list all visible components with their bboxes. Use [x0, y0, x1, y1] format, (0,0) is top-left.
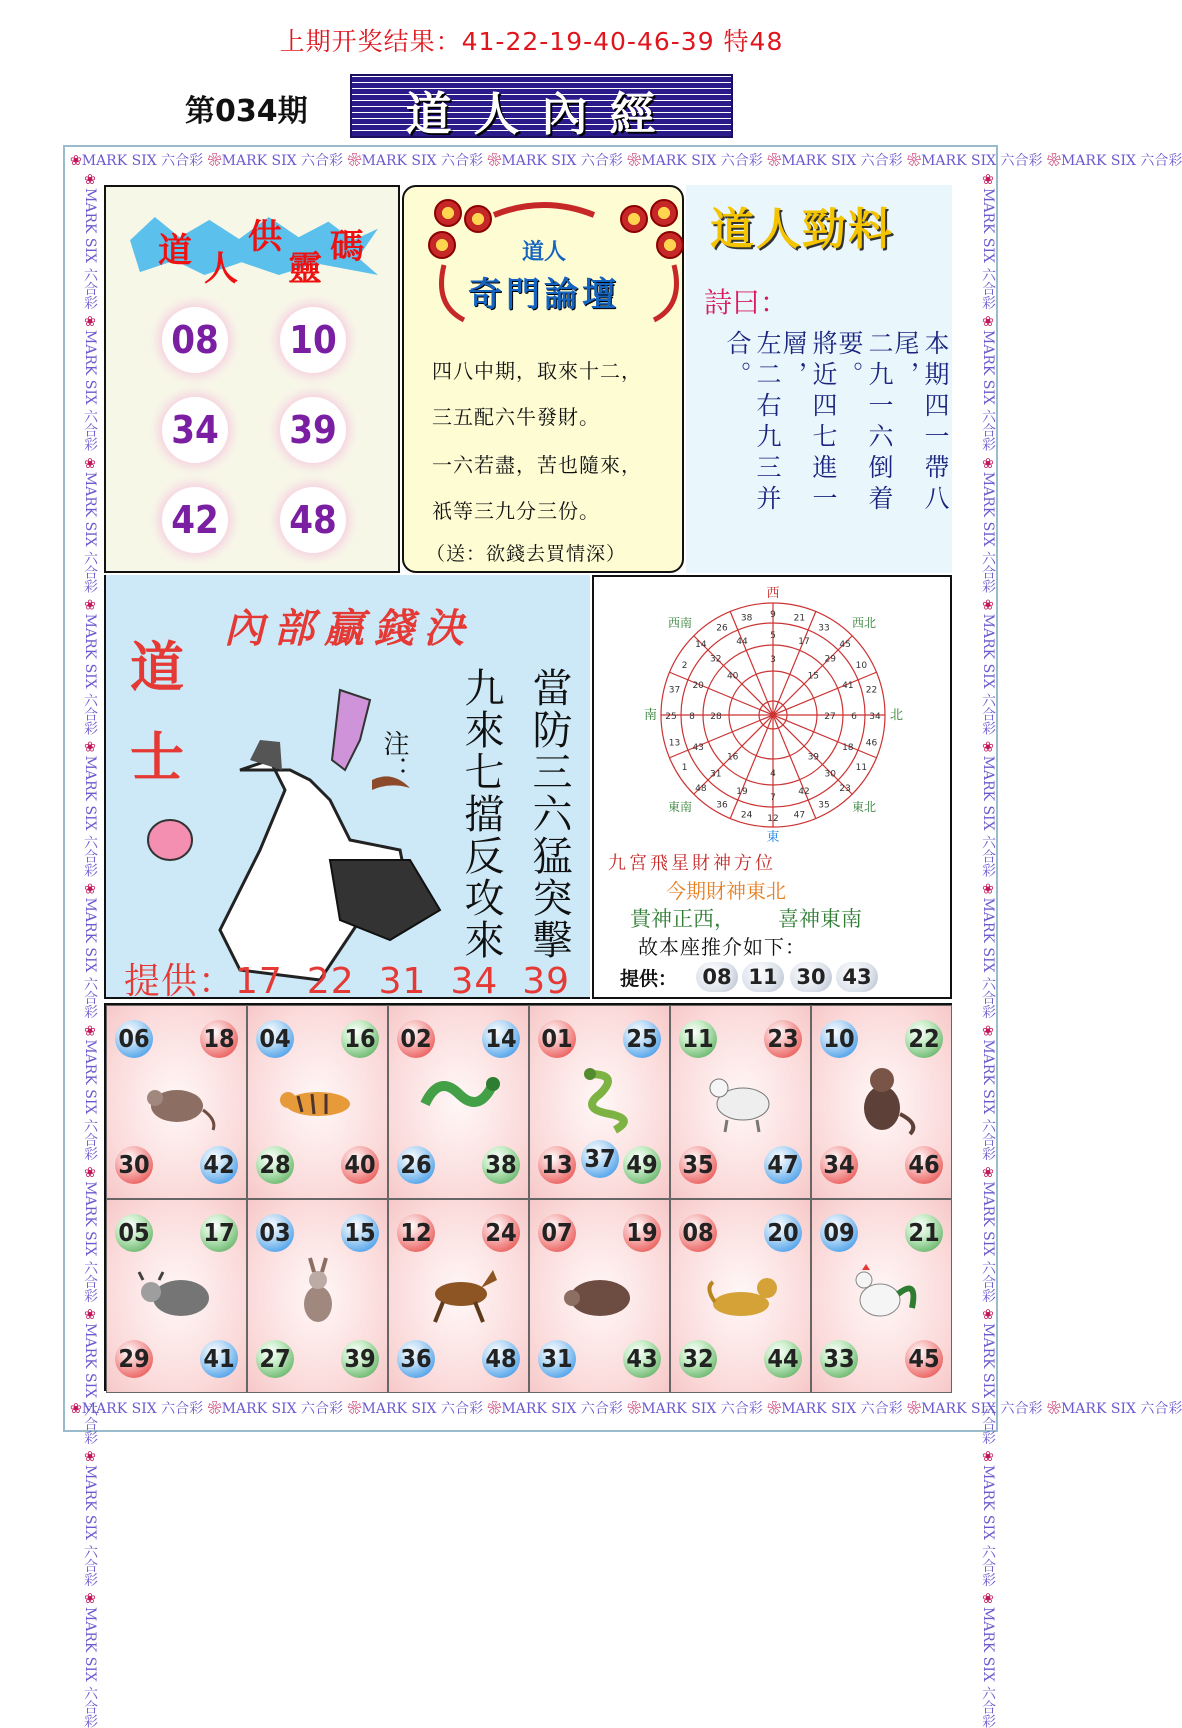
border-left: [64, 172, 100, 1728]
zodiac-cell: [670, 1199, 811, 1393]
wheel-number: 43: [692, 742, 704, 753]
flower-icon: ❀: [627, 1401, 642, 1417]
wheel-number: 28: [710, 712, 722, 722]
border-text: MARK SIX 六合彩: [82, 755, 98, 882]
border-text: MARK SIX 六合彩: [980, 1323, 996, 1450]
border-text: MARK SIX 六合彩: [81, 1401, 208, 1417]
flower-icon: ❀: [907, 1401, 922, 1417]
wheel-panel: [592, 575, 952, 999]
border-text: MARK SIX 六合彩: [361, 1401, 488, 1417]
border-text: MARK SIX 六合彩: [82, 471, 98, 598]
flower-icon: ❀: [1046, 1401, 1061, 1417]
border-text: MARK SIX 六合彩: [980, 897, 996, 1024]
issue-number: 第034期: [185, 94, 308, 129]
border-text: MARK SIX 六合彩: [82, 1039, 98, 1166]
border-text: MARK SIX 六合彩: [980, 329, 996, 456]
flower-icon: ❀: [82, 739, 98, 756]
wheel-number: 22: [865, 685, 878, 696]
provide-number: 39: [522, 961, 571, 1002]
flower-icon: ❀: [347, 1401, 362, 1417]
number-ball: 10: [820, 1020, 858, 1058]
forum-subtitle: 道人: [521, 240, 566, 265]
number-ball: 34: [820, 1146, 858, 1184]
number-ball: 12: [397, 1214, 435, 1252]
zodiac-cell: [247, 1005, 388, 1199]
wheel-number: 18: [842, 742, 854, 753]
flower-icon: ❀: [70, 1401, 82, 1417]
number-ball: 39: [341, 1340, 379, 1378]
direction-label: 南: [644, 708, 658, 723]
border-text: MARK SIX 六合彩: [980, 1039, 996, 1166]
wheel-number: 33: [818, 623, 830, 634]
strategy-column: 九來七擋反攻來: [458, 667, 504, 961]
wheel-number: 42: [798, 786, 810, 797]
flower-icon: ❀: [980, 597, 996, 614]
border-top: [70, 150, 1182, 172]
provide-number: 30: [790, 962, 832, 992]
dog-icon: [701, 1258, 781, 1328]
offering-number: 34: [162, 397, 228, 463]
poem-column: 二九一六倒着要。: [835, 330, 894, 516]
number-ball: 02: [397, 1020, 435, 1058]
wheel-number: 12: [767, 814, 779, 824]
provide-number: 17: [235, 961, 283, 1002]
number-ball: 16: [341, 1020, 379, 1058]
wheel-number: 37: [668, 685, 681, 696]
number-ball: 41: [200, 1340, 238, 1378]
offering-number: 39: [280, 397, 346, 463]
provide-number: 31: [378, 961, 427, 1002]
zodiac-cell: [106, 1005, 247, 1199]
number-ball: 27: [256, 1340, 294, 1378]
number-ball: 33: [820, 1340, 858, 1378]
number-ball: 31: [538, 1340, 576, 1378]
wheel-number: 5: [770, 631, 776, 641]
border-text: MARK SIX 六合彩: [980, 1181, 996, 1308]
wheel-number: 32: [709, 654, 722, 665]
wheel-number: 36: [716, 800, 728, 811]
flower-icon: ❀: [980, 1023, 996, 1040]
wheel-number: 34: [869, 712, 881, 722]
number-ball: 05: [115, 1214, 153, 1252]
number-ball: 42: [200, 1146, 238, 1184]
goat-icon: [701, 1064, 781, 1134]
wheel-number: 11: [855, 763, 868, 773]
border-text: MARK SIX 六合彩: [1060, 1401, 1182, 1417]
border-text: MARK SIX 六合彩: [82, 613, 98, 740]
flower-icon: ❀: [487, 1401, 502, 1417]
wheel-number: 1: [681, 763, 688, 773]
border-text: MARK SIX 六合彩: [641, 1401, 768, 1417]
number-ball: 13: [538, 1146, 576, 1184]
forum-line: 三五配六牛發財。: [432, 405, 600, 429]
border-text: MARK SIX 六合彩: [221, 153, 348, 169]
wheel-number: 16: [726, 752, 739, 763]
border-right: [962, 172, 998, 1728]
wheel-number: 2: [681, 661, 688, 671]
border-text: MARK SIX 六合彩: [82, 329, 98, 456]
border-text: MARK SIX 六合彩: [921, 153, 1047, 169]
nine-palace-wheel: [638, 587, 908, 843]
last-draw-result: 上期开奖结果：41-22-19-40-46-39 特48: [279, 27, 784, 56]
border-text: MARK SIX 六合彩: [921, 1401, 1047, 1417]
forum-note: （送：欲錢去買情深）: [426, 543, 627, 565]
border-text: MARK SIX 六合彩: [980, 471, 996, 598]
wheel-number: 25: [665, 712, 677, 722]
zodiac-cell: [529, 1005, 670, 1199]
number-ball: 49: [623, 1146, 661, 1184]
wheel-number: 26: [716, 623, 728, 634]
zodiac-cell: [388, 1199, 529, 1393]
offering-number: 08: [162, 307, 228, 373]
forum-line: 一六若盡，苦也隨來，: [432, 453, 642, 477]
provide-number: 34: [450, 961, 499, 1002]
poem-label: 詩曰：: [704, 286, 789, 319]
title-char: 碼: [330, 227, 364, 267]
wheel-number: 19: [736, 786, 748, 797]
number-ball: 15: [341, 1214, 379, 1252]
wheel-number: 13: [668, 738, 681, 749]
zodiac-cell: [388, 1005, 529, 1199]
number-ball: 20: [764, 1214, 802, 1252]
forum-header: [424, 195, 664, 325]
number-ball: 04: [256, 1020, 294, 1058]
flower-icon: ❀: [82, 313, 98, 330]
flower-icon: ❀: [82, 1449, 98, 1466]
wealth-god-direction: 今期財神東北: [666, 879, 786, 903]
strategy-column: 當防三六猛突擊: [526, 667, 572, 961]
flower-icon: ❀: [907, 153, 922, 169]
provide-number: 11: [742, 962, 784, 992]
taoist-figure-icon: [110, 670, 470, 1000]
inner-win-title: 內部贏錢決: [224, 605, 474, 652]
joy-god-direction: 喜神東南: [778, 907, 862, 931]
wheel-number: 9: [770, 610, 776, 620]
wheel-number: 24: [740, 810, 753, 821]
title-char: 道: [158, 231, 192, 271]
border-text: MARK SIX 六合彩: [980, 1606, 996, 1728]
number-ball: 09: [820, 1214, 858, 1252]
flower-icon: ❀: [207, 1401, 222, 1417]
wheel-number: 31: [709, 769, 722, 780]
provide-label: 提供：: [124, 961, 236, 1002]
wheel-number: 17: [798, 637, 810, 648]
wheel-number: 27: [824, 712, 836, 722]
flower-icon: ❀: [82, 1307, 98, 1324]
border-text: MARK SIX 六合彩: [82, 188, 98, 314]
border-text: MARK SIX 六合彩: [81, 153, 208, 169]
side-char: 道: [130, 635, 184, 699]
zodiac-cell: [247, 1199, 388, 1393]
number-ball: 48: [482, 1340, 520, 1378]
title-banner-text: 道人內經: [405, 87, 678, 141]
wheel-number: 20: [692, 681, 704, 692]
wheel-number: 44: [736, 637, 748, 648]
note-label: 注：: [379, 730, 409, 782]
number-ball: 38: [482, 1146, 520, 1184]
wheel-number: 46: [865, 738, 878, 749]
number-ball: 45: [905, 1340, 943, 1378]
border-text: MARK SIX 六合彩: [82, 897, 98, 1024]
wheel-number: 30: [824, 769, 837, 780]
rooster-icon: [842, 1258, 922, 1328]
number-ball: 11: [679, 1020, 717, 1058]
border-text: MARK SIX 六合彩: [641, 153, 768, 169]
flower-icon: ❀: [980, 881, 996, 898]
direction-label: 西北: [852, 616, 877, 630]
number-ball: 37: [581, 1140, 619, 1178]
monkey-icon: [842, 1064, 922, 1134]
flower-icon: ❀: [82, 1165, 98, 1182]
wheel-number: 48: [695, 784, 707, 795]
provide-number: 08: [696, 962, 738, 992]
offering-number: 10: [280, 307, 346, 373]
number-ball: 44: [764, 1340, 802, 1378]
border-text: MARK SIX 六合彩: [221, 1401, 348, 1417]
border-bottom: [70, 1398, 1182, 1420]
wheel-number: 47: [793, 810, 806, 821]
flower-icon: ❀: [767, 153, 782, 169]
flower-icon: ❀: [980, 739, 996, 756]
flower-icon: ❀: [980, 1165, 996, 1182]
border-text: MARK SIX 六合彩: [82, 1181, 98, 1308]
border-text: MARK SIX 六合彩: [781, 1401, 908, 1417]
direction-label: 北: [890, 708, 904, 723]
offering-number: 42: [162, 487, 228, 553]
border-text: MARK SIX 六合彩: [980, 755, 996, 882]
border-text: MARK SIX 六合彩: [980, 1465, 996, 1591]
wheel-number: 8: [689, 712, 695, 722]
number-ball: 30: [115, 1146, 153, 1184]
number-ball: 01: [538, 1020, 576, 1058]
border-text: MARK SIX 六合彩: [82, 1465, 98, 1591]
wheel-number: 38: [740, 613, 753, 624]
direction-label: 東北: [852, 800, 877, 814]
zodiac-cell: [529, 1199, 670, 1393]
zodiac-cell: [670, 1005, 811, 1199]
wheel-number: 41: [842, 681, 854, 692]
number-ball: 46: [905, 1146, 943, 1184]
flower-icon: ❀: [70, 153, 82, 169]
border-text: MARK SIX 六合彩: [781, 153, 908, 169]
border-text: MARK SIX 六合彩: [980, 613, 996, 740]
wheel-number: 21: [793, 613, 806, 624]
number-ball: 28: [256, 1146, 294, 1184]
poem-column: 左二右九三并合。: [723, 330, 782, 516]
direction-label: 西: [766, 586, 780, 601]
number-ball: 08: [679, 1214, 717, 1252]
zodiac-cell: [811, 1199, 952, 1393]
border-text: MARK SIX 六合彩: [82, 1323, 98, 1450]
ox-icon: [137, 1258, 217, 1328]
number-ball: 21: [905, 1214, 943, 1252]
flower-icon: ❀: [980, 172, 996, 188]
direction-label: 東: [766, 830, 780, 845]
offering-number: 48: [280, 487, 346, 553]
flower-icon: ❀: [82, 1590, 98, 1607]
strong-tips-panel: [686, 185, 952, 573]
wheel-number: 29: [824, 654, 837, 665]
number-ball: 32: [679, 1340, 717, 1378]
forum-panel: [402, 185, 684, 573]
snake-icon: [560, 1064, 640, 1134]
wheel-provide-label: 提供：: [620, 968, 678, 990]
wheel-number: 35: [818, 800, 830, 811]
number-ball: 22: [905, 1020, 943, 1058]
number-ball: 07: [538, 1214, 576, 1252]
forum-title: 奇門論壇: [468, 275, 620, 315]
wheel-number: 6: [851, 712, 857, 722]
flower-icon: ❀: [627, 153, 642, 169]
rabbit-icon: [278, 1258, 358, 1328]
flower-icon: ❀: [980, 313, 996, 330]
rat-icon: [137, 1064, 217, 1134]
number-ball: 03: [256, 1214, 294, 1252]
provide-number: 22: [306, 961, 355, 1002]
number-ball: 18: [200, 1020, 238, 1058]
title-char: 人: [204, 249, 238, 289]
wheel-number: 10: [855, 661, 868, 671]
wheel-number: 45: [839, 639, 851, 650]
title-char: 靈: [288, 249, 322, 289]
border-text: MARK SIX 六合彩: [501, 1401, 628, 1417]
zodiac-grid: [104, 1003, 952, 1391]
number-ball: 24: [482, 1214, 520, 1252]
number-ball: 25: [623, 1020, 661, 1058]
wheel-number: 3: [770, 655, 776, 665]
horse-icon: [419, 1258, 499, 1328]
number-ball: 36: [397, 1340, 435, 1378]
direction-label: 東南: [668, 800, 693, 814]
number-ball: 47: [764, 1146, 802, 1184]
flower-icon: ❀: [767, 1401, 782, 1417]
wheel-number: 7: [770, 793, 776, 803]
zodiac-cell: [106, 1199, 247, 1393]
flower-icon: ❀: [207, 153, 222, 169]
strong-tips-title: 道人勁料: [710, 204, 894, 255]
offering-numbers-panel: [104, 185, 400, 573]
flower-icon: ❀: [82, 1023, 98, 1040]
tiger-icon: [278, 1064, 358, 1134]
flower-icon: ❀: [82, 597, 98, 614]
border-text: MARK SIX 六合彩: [980, 188, 996, 314]
flower-icon: ❀: [980, 455, 996, 472]
poem-column: 本期四一帶八尾，: [891, 330, 950, 516]
flower-icon: ❀: [980, 1307, 996, 1324]
inner-win-panel: [104, 575, 590, 1002]
wheel-number: 14: [695, 639, 707, 650]
border-text: MARK SIX 六合彩: [501, 153, 628, 169]
number-ball: 06: [115, 1020, 153, 1058]
poem-column: 將近四七進一層，: [779, 330, 838, 516]
number-ball: 40: [341, 1146, 379, 1184]
number-ball: 23: [764, 1020, 802, 1058]
direction-label: 西南: [668, 616, 693, 630]
number-ball: 17: [200, 1214, 238, 1252]
flower-icon: ❀: [82, 455, 98, 472]
title-banner: [350, 74, 733, 141]
title-char: 供: [248, 217, 282, 257]
pig-icon: [560, 1258, 640, 1328]
wheel-number: 40: [726, 671, 739, 682]
inner-provide-line: [124, 953, 570, 1004]
dragon-icon: [419, 1064, 499, 1134]
provide-number: 43: [836, 962, 878, 992]
border-text: MARK SIX 六合彩: [82, 1606, 98, 1728]
number-ball: 43: [623, 1340, 661, 1378]
offering-title: [106, 209, 398, 289]
recommend-line: 故本座推介如下：: [638, 935, 806, 959]
number-ball: 19: [623, 1214, 661, 1252]
border-text: MARK SIX 六合彩: [361, 153, 488, 169]
number-ball: 14: [482, 1020, 520, 1058]
wheel-number: 23: [839, 784, 851, 795]
wheel-number: 4: [770, 769, 776, 779]
noble-god-direction: 貴神正西，: [630, 907, 735, 931]
flower-icon: ❀: [487, 153, 502, 169]
flower-icon: ❀: [980, 1449, 996, 1466]
wheel-number: 39: [807, 752, 820, 763]
border-text: MARK SIX 六合彩: [1060, 153, 1182, 169]
forum-line: 四八中期，取來十二，: [432, 359, 642, 383]
zodiac-cell: [811, 1005, 952, 1199]
wheel-heading: 九宮飛星財神方位: [608, 853, 776, 874]
flower-icon: ❀: [82, 881, 98, 898]
wheel-number: 15: [807, 671, 820, 682]
flower-icon: ❀: [1046, 153, 1061, 169]
flower-icon: ❀: [82, 172, 98, 188]
flower-icon: ❀: [980, 1590, 996, 1607]
number-ball: 26: [397, 1146, 435, 1184]
number-ball: 29: [115, 1340, 153, 1378]
side-char: 士: [130, 725, 184, 789]
number-ball: 35: [679, 1146, 717, 1184]
flower-icon: ❀: [347, 153, 362, 169]
forum-line: 祇等三九分三份。: [432, 499, 600, 523]
